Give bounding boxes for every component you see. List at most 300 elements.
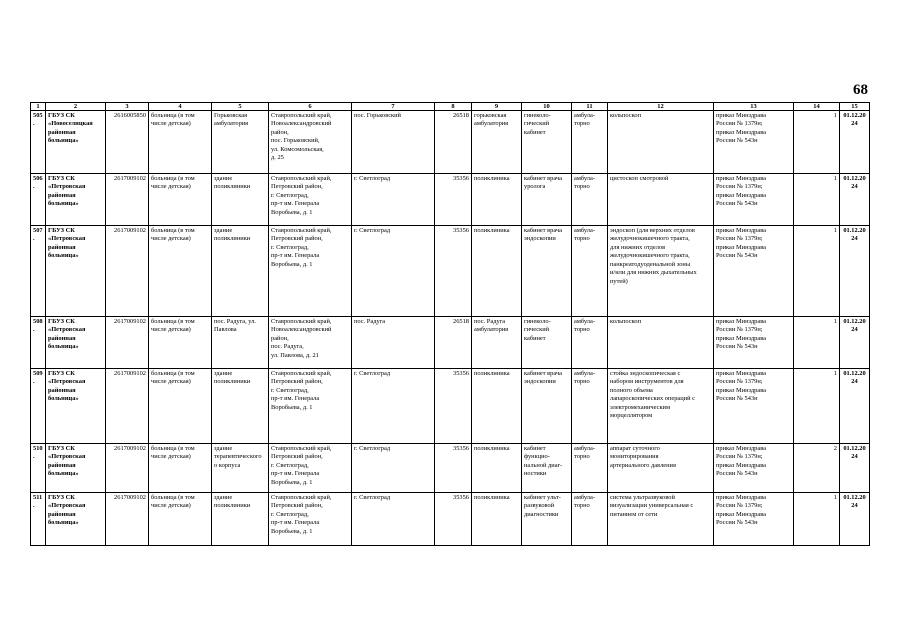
regulatory-order-line: России № 1379н; (716, 502, 763, 510)
building-name-line: о корпуса (214, 461, 241, 469)
address-line: район, (271, 128, 289, 136)
address-line: Ставропольский край, (271, 175, 332, 182)
building-name-line: амбулатория (214, 120, 249, 128)
cell-building-name (212, 444, 269, 493)
cell-org-code: 2617009102 (106, 444, 149, 493)
regulatory-order-line: России № 543н (716, 519, 758, 527)
equipment-line: желудочнокишечного тракта, (610, 252, 690, 260)
organization-name-line: «Петровская (48, 235, 86, 243)
regulatory-order-line: России № 543н (716, 252, 758, 260)
institution-type-line: числе детская) (151, 502, 191, 510)
cell-regulatory-order (714, 111, 794, 174)
building-name-line: поликлиники (214, 378, 251, 386)
department-unit-line: гинеколо- (524, 112, 551, 119)
column-header: 13 (714, 103, 794, 111)
column-header: 12 (608, 103, 714, 111)
department-unit-line: гический (524, 326, 550, 334)
cell-row-number: 509. (31, 369, 46, 444)
cell-equipment (608, 174, 714, 226)
department-unit-line: гический (524, 120, 550, 128)
care-type-line: амбула- (574, 370, 595, 377)
organization-name-line: ГБУЗ СК (48, 370, 75, 377)
cell-row-number: 507. (31, 226, 46, 317)
regulatory-order-line: приказ Минздрава (716, 510, 766, 518)
cell-institution-type (149, 226, 212, 317)
address-line: пр-т им. Генерала (271, 470, 320, 478)
building-name-line: поликлиники (214, 502, 251, 510)
cell-row-number: 505. (31, 111, 46, 174)
cell-equipment (608, 493, 714, 546)
cell-date: 01.12.2024 (840, 444, 870, 493)
organization-name-line: ГБУЗ СК (48, 227, 75, 234)
facility-name-line: поликлиника (474, 175, 510, 182)
department-unit-line: кабинет врача (524, 227, 563, 234)
equipment-line: артериального давления (610, 461, 676, 469)
organization-name-line: больница» (48, 343, 79, 351)
cell-regulatory-order (714, 493, 794, 546)
department-unit-line: эндоскопии (524, 378, 556, 386)
column-header: 2 (46, 103, 106, 111)
cell-postcode: 26518 (435, 317, 472, 369)
institution-type-line: больница (в том (151, 112, 195, 119)
cell-postcode: 35356 (435, 493, 472, 546)
cell-row-number: 508. (31, 317, 46, 369)
address-line: Новоалександровский (271, 120, 332, 128)
equipment-line: лапароскопических операций с (610, 395, 695, 403)
address-line: пос. Горьковский, (271, 137, 320, 145)
cell-regulatory-order (714, 174, 794, 226)
cell-equipment (608, 444, 714, 493)
cell-row-number: 506. (31, 174, 46, 226)
cell-department-unit (522, 493, 572, 546)
organization-name-line: ГБУЗ СК (48, 175, 75, 182)
institution-type-line: числе детская) (151, 378, 191, 386)
organization-name-line: «Новоселицкая (48, 120, 93, 128)
address-line: г. Светлоград, (271, 386, 309, 394)
department-unit-line: гинеколо- (524, 318, 551, 325)
facility-name-line: поликлиника (474, 370, 510, 377)
cell-organization-name (46, 111, 106, 174)
organization-name-line: ГБУЗ СК (48, 112, 75, 119)
address-line: ул. Комсомольская, (271, 145, 324, 153)
equipment-line: кольпоскоп (610, 112, 642, 119)
cell-organization-name (46, 444, 106, 493)
cell-organization-name (46, 174, 106, 226)
care-type-line: амбула- (574, 112, 595, 119)
building-name-line: здание (214, 445, 233, 452)
address-line: район, (271, 334, 289, 342)
cell-org-code: 2617009102 (106, 317, 149, 369)
cell-building-name (212, 226, 269, 317)
cell-org-code: 2617009102 (106, 369, 149, 444)
cell-row-number: 511. (31, 493, 46, 546)
cell-postcode: 35356 (435, 444, 472, 493)
cell-department-unit (522, 317, 572, 369)
cell-quantity: 1 (794, 226, 840, 317)
equipment-line: аппарат суточного (610, 445, 660, 452)
equipment-line: для нижних отделов (610, 243, 666, 251)
address-line: Воробьева, д. 1 (271, 208, 313, 216)
page-number: 68 (853, 82, 868, 98)
cell-locality: пос. Радуга (352, 317, 435, 369)
column-header: 11 (572, 103, 608, 111)
address-line: Петровский район, (271, 378, 323, 386)
table-row (31, 226, 870, 317)
table-row (31, 493, 870, 546)
address-line: пр-т им. Генерала (271, 395, 320, 403)
department-unit-line: эндоскопии (524, 235, 556, 243)
equipment-line: питанием от сети (610, 510, 658, 518)
cell-date: 01.12.2024 (840, 226, 870, 317)
cell-address (269, 317, 352, 369)
equipment-line: путей) (610, 277, 628, 285)
department-unit-line: уролога (524, 183, 546, 191)
cell-quantity: 1 (794, 174, 840, 226)
cell-institution-type (149, 444, 212, 493)
column-header: 3 (106, 103, 149, 111)
organization-name-line: ГБУЗ СК (48, 445, 75, 452)
cell-equipment (608, 226, 714, 317)
address-line: Ставропольский край, (271, 370, 332, 377)
equipment-line: визуализации универсальная с (610, 502, 694, 510)
cell-postcode: 26518 (435, 111, 472, 174)
care-type-line: торно (574, 235, 590, 243)
building-name-line: здание (214, 370, 233, 377)
cell-org-code: 2617009102 (106, 174, 149, 226)
equipment-line: мониторирования (610, 453, 659, 461)
equipment-line: стойка эндоскопическая с (610, 370, 681, 377)
address-line: Петровский район, (271, 453, 323, 461)
cell-building-name (212, 317, 269, 369)
cell-care-type (572, 369, 608, 444)
address-line: Петровский район, (271, 235, 323, 243)
column-header: 7 (352, 103, 435, 111)
cell-care-type (572, 493, 608, 546)
table-row (31, 174, 870, 226)
column-header: 6 (269, 103, 352, 111)
cell-care-type (572, 226, 608, 317)
cell-locality: г. Светлоград (352, 444, 435, 493)
cell-date: 01.12.2024 (840, 369, 870, 444)
address-line: д. 25 (271, 154, 284, 162)
organization-name-line: районная (48, 243, 76, 251)
facility-name-line: поликлиника (474, 445, 510, 452)
address-line: Ставропольский край, (271, 318, 332, 325)
address-line: г. Светлоград, (271, 461, 309, 469)
column-header-row (31, 103, 870, 111)
cell-org-code: 2617009102 (106, 493, 149, 546)
department-unit-line: кабинет (524, 334, 546, 342)
organization-name-line: больница» (48, 395, 79, 403)
cell-care-type (572, 444, 608, 493)
equipment-line: эндоскоп (для верхних отделов (610, 227, 695, 234)
organization-name-line: больница» (48, 137, 79, 145)
equipment-line: система ультразвуковой (610, 494, 675, 501)
address-line: Ставропольский край, (271, 227, 332, 234)
institution-type-line: больница (в том (151, 370, 195, 377)
cell-organization-name (46, 493, 106, 546)
facility-name-line: поликлиника (474, 227, 510, 234)
cell-locality: г. Светлоград (352, 226, 435, 317)
cell-facility-name (472, 493, 522, 546)
regulatory-order-line: России № 543н (716, 137, 758, 145)
cell-regulatory-order (714, 444, 794, 493)
equipment-line: электромеханическим (610, 403, 671, 411)
institution-type-line: числе детская) (151, 183, 191, 191)
table-row (31, 369, 870, 444)
cell-facility-name (472, 226, 522, 317)
cell-building-name (212, 493, 269, 546)
cell-postcode: 35356 (435, 369, 472, 444)
organization-name-line: районная (48, 191, 76, 199)
regulatory-order-line: приказ Минздрава (716, 318, 766, 325)
department-unit-line: диагностики (524, 510, 559, 518)
building-name-line: здание (214, 175, 233, 182)
department-unit-line: развуковой (524, 502, 555, 510)
institution-type-line: числе детская) (151, 235, 191, 243)
cell-facility-name (472, 317, 522, 369)
equipment-line: полного объема (610, 386, 653, 394)
address-line: Новоалександровский (271, 326, 332, 334)
department-unit-line: кабинет врача (524, 370, 563, 377)
address-line: г. Светлоград, (271, 191, 309, 199)
regulatory-order-line: приказ Минздрава (716, 386, 766, 394)
regulatory-order-line: России № 543н (716, 343, 758, 351)
address-line: пр-т им. Генерала (271, 200, 320, 208)
regulatory-order-line: приказ Минздрава (716, 334, 766, 342)
department-unit-line: кабинет (524, 128, 546, 136)
cell-facility-name (472, 369, 522, 444)
department-unit-line: кабинет (524, 445, 546, 452)
department-unit-line: нальной диаг- (524, 461, 563, 469)
facility-name-line: горьковская (474, 112, 507, 119)
table-row (31, 444, 870, 493)
care-type-line: амбула- (574, 494, 595, 501)
regulatory-order-line: России № 1379н; (716, 378, 763, 386)
address-line: пр-т им. Генерала (271, 519, 320, 527)
organization-name-line: больница» (48, 519, 79, 527)
care-type-line: торно (574, 378, 590, 386)
cell-department-unit (522, 369, 572, 444)
cell-institution-type (149, 111, 212, 174)
column-header: 5 (212, 103, 269, 111)
regulatory-order-line: приказ Минздрава (716, 461, 766, 469)
institution-type-line: больница (в том (151, 445, 195, 452)
equipment-line: набором инструментов для (610, 378, 684, 386)
cell-date: 01.12.2024 (840, 174, 870, 226)
building-name-line: Павлова (214, 326, 237, 334)
equipment-line: морцеллятором (610, 412, 653, 420)
cell-organization-name (46, 369, 106, 444)
institution-type-line: числе детская) (151, 120, 191, 128)
equipment-line: цистоскоп смотровой (610, 175, 669, 182)
cell-equipment (608, 111, 714, 174)
cell-department-unit (522, 111, 572, 174)
cell-building-name (212, 111, 269, 174)
cell-facility-name (472, 444, 522, 493)
cell-building-name (212, 174, 269, 226)
institution-type-line: больница (в том (151, 175, 195, 182)
organization-name-line: «Петровская (48, 453, 86, 461)
address-line: ул. Павлова, д. 21 (271, 351, 319, 359)
institution-type-line: больница (в том (151, 318, 195, 325)
organization-name-line: ГБУЗ СК (48, 494, 75, 501)
cell-department-unit (522, 226, 572, 317)
department-unit-line: кабинет врача (524, 175, 563, 182)
building-name-line: поликлиники (214, 235, 251, 243)
department-unit-line: кабинет ульт- (524, 494, 561, 501)
regulatory-order-line: России № 543н (716, 395, 758, 403)
column-header: 15 (840, 103, 870, 111)
cell-date: 01.12.2024 (840, 111, 870, 174)
cell-building-name (212, 369, 269, 444)
cell-department-unit (522, 444, 572, 493)
regulatory-order-line: приказ Минздрава (716, 191, 766, 199)
cell-organization-name (46, 317, 106, 369)
cell-locality: г. Светлоград (352, 369, 435, 444)
address-line: Петровский район, (271, 183, 323, 191)
equipment-line: кольпоскоп (610, 318, 642, 325)
column-header: 14 (794, 103, 840, 111)
regulatory-order-line: приказ Минздрава (716, 175, 766, 182)
cell-equipment (608, 317, 714, 369)
regulatory-order-line: приказ Минздрава (716, 128, 766, 136)
facility-name-line: пос. Радуга (474, 318, 506, 325)
cell-facility-name (472, 111, 522, 174)
organization-name-line: «Петровская (48, 378, 86, 386)
address-line: Ставропольский край, (271, 494, 332, 501)
address-line: Воробьева, д. 1 (271, 403, 313, 411)
equipment-line: панкреатодуоденальной зоны (610, 260, 691, 268)
regulatory-order-line: России № 1379н; (716, 120, 763, 128)
address-line: Воробьева, д. 1 (271, 260, 313, 268)
organization-name-line: ГБУЗ СК (48, 318, 75, 325)
column-header: 4 (149, 103, 212, 111)
registry-table (30, 102, 870, 546)
building-name-line: пос. Радуга, ул. (214, 318, 256, 325)
address-line: Ставропольский край, (271, 445, 332, 452)
equipment-line: и/или для нижних дыхательных (610, 269, 697, 277)
organization-name-line: «Петровская (48, 502, 86, 510)
cell-postcode: 35356 (435, 174, 472, 226)
regulatory-order-line: России № 1379н; (716, 326, 763, 334)
address-line: Воробьева, д. 1 (271, 478, 313, 486)
care-type-line: торно (574, 502, 590, 510)
cell-care-type (572, 174, 608, 226)
cell-facility-name (472, 174, 522, 226)
cell-quantity: 1 (794, 317, 840, 369)
organization-name-line: больница» (48, 200, 79, 208)
cell-equipment (608, 369, 714, 444)
table-row (31, 111, 870, 174)
address-line: Петровский район, (271, 502, 323, 510)
regulatory-order-line: приказ Минздрава (716, 494, 766, 501)
organization-name-line: районная (48, 334, 76, 342)
address-line: пос. Радуга, (271, 343, 304, 351)
regulatory-order-line: России № 1379н; (716, 183, 763, 191)
regulatory-order-line: приказ Минздрава (716, 445, 766, 452)
cell-quantity: 1 (794, 369, 840, 444)
address-line: Ставропольский край, (271, 112, 332, 119)
cell-date: 01.12.2024 (840, 493, 870, 546)
cell-postcode: 35356 (435, 226, 472, 317)
cell-row-number: 510. (31, 444, 46, 493)
care-type-line: торно (574, 183, 590, 191)
regulatory-order-line: приказ Минздрава (716, 227, 766, 234)
building-name-line: здание (214, 227, 233, 234)
cell-address (269, 369, 352, 444)
cell-care-type (572, 111, 608, 174)
institution-type-line: больница (в том (151, 227, 195, 234)
column-header: 1 (31, 103, 46, 111)
regulatory-order-line: России № 543н (716, 470, 758, 478)
facility-name-line: амбулатория (474, 120, 509, 128)
care-type-line: амбула- (574, 318, 595, 325)
regulatory-order-line: России № 543н (716, 200, 758, 208)
department-unit-line: ностики (524, 470, 547, 478)
care-type-line: амбула- (574, 227, 595, 234)
organization-name-line: районная (48, 461, 76, 469)
cell-locality: пос. Горьковский (352, 111, 435, 174)
cell-address (269, 493, 352, 546)
cell-institution-type (149, 369, 212, 444)
regulatory-order-line: России № 1379н; (716, 453, 763, 461)
building-name-line: Горьковская (214, 112, 248, 119)
column-header: 10 (522, 103, 572, 111)
address-line: г. Светлоград, (271, 243, 309, 251)
cell-department-unit (522, 174, 572, 226)
cell-org-code: 2616005850 (106, 111, 149, 174)
facility-name-line: амбулатория (474, 326, 509, 334)
cell-date: 01.12.2024 (840, 317, 870, 369)
care-type-line: торно (574, 453, 590, 461)
address-line: Воробьева, д. 1 (271, 527, 313, 535)
cell-quantity: 1 (794, 493, 840, 546)
cell-address (269, 174, 352, 226)
organization-name-line: больница» (48, 252, 79, 260)
cell-regulatory-order (714, 369, 794, 444)
institution-type-line: числе детская) (151, 326, 191, 334)
cell-institution-type (149, 493, 212, 546)
building-name-line: здание (214, 494, 233, 501)
cell-quantity: 1 (794, 111, 840, 174)
cell-regulatory-order (714, 317, 794, 369)
organization-name-line: районная (48, 510, 76, 518)
organization-name-line: районная (48, 386, 76, 394)
table-row (31, 317, 870, 369)
cell-regulatory-order (714, 226, 794, 317)
cell-address (269, 111, 352, 174)
institution-type-line: числе детская) (151, 453, 191, 461)
cell-org-code: 2617009102 (106, 226, 149, 317)
department-unit-line: функцио- (524, 453, 550, 461)
care-type-line: торно (574, 326, 590, 334)
regulatory-order-line: России № 1379н; (716, 235, 763, 243)
cell-institution-type (149, 174, 212, 226)
cell-locality: г. Светлоград (352, 493, 435, 546)
organization-name-line: «Петровская (48, 183, 86, 191)
regulatory-order-line: приказ Минздрава (716, 243, 766, 251)
institution-type-line: больница (в том (151, 494, 195, 501)
building-name-line: поликлиники (214, 183, 251, 191)
regulatory-order-line: приказ Минздрава (716, 370, 766, 377)
cell-organization-name (46, 226, 106, 317)
cell-institution-type (149, 317, 212, 369)
cell-care-type (572, 317, 608, 369)
equipment-line: желудочнокишечного тракта, (610, 235, 690, 243)
care-type-line: торно (574, 120, 590, 128)
cell-locality: г. Светлоград (352, 174, 435, 226)
